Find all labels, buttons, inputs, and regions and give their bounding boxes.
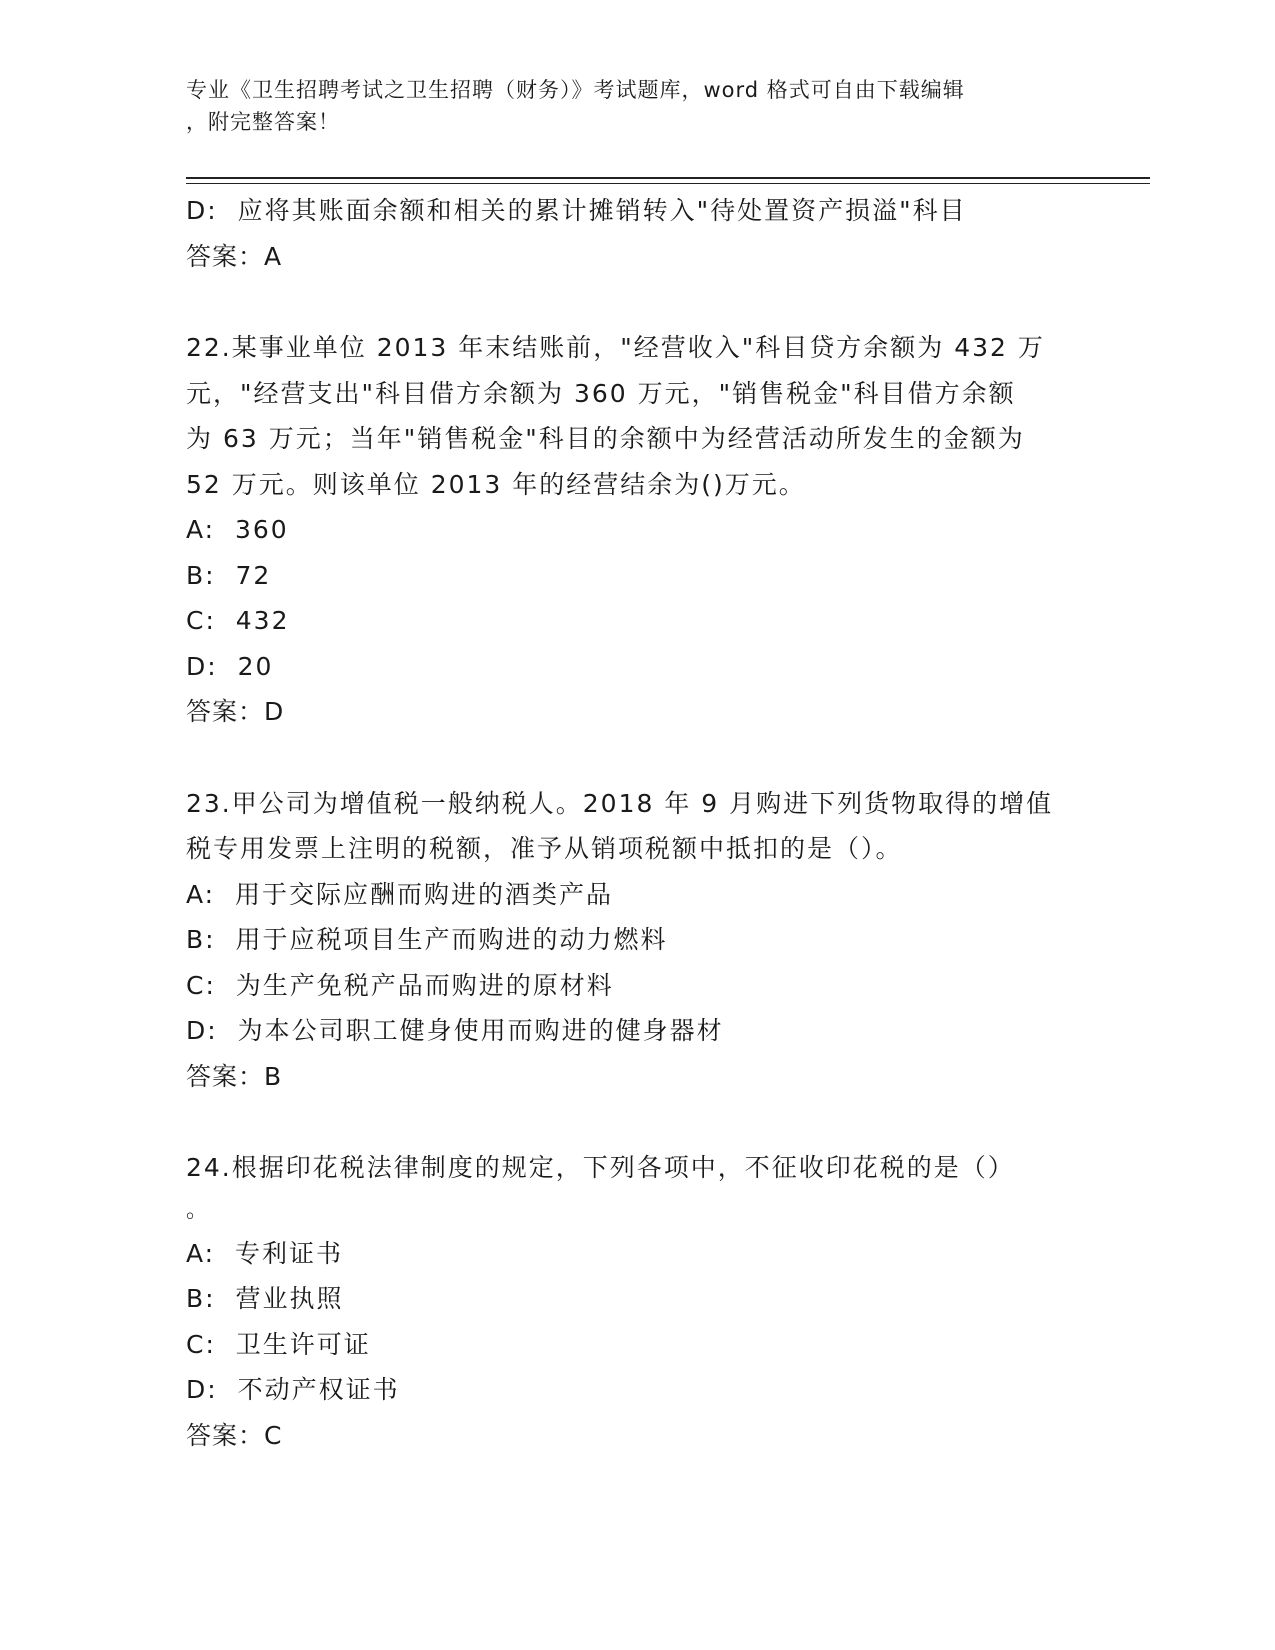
answer-line: 答案：A: [186, 241, 283, 271]
option-c: C: 为生产免税产品而购进的原材料: [186, 970, 614, 1000]
option-a: A: 专利证书: [186, 1238, 343, 1268]
question-text-line: 22.某事业单位 2013 年末结账前，"经营收入"科目贷方余额为 432 万: [186, 333, 1045, 362]
question-text-line: 税专用发票上注明的税额，准予从销项税额中抵扣的是（）。: [186, 834, 903, 863]
option-b: B: 用于应税项目生产而购进的动力燃料: [186, 925, 668, 954]
question-22: [186, 325, 1086, 735]
question-24: [186, 1145, 1086, 1458]
option-c: C: 432: [186, 606, 290, 635]
header-line-2: ，附完整答案！: [186, 110, 340, 134]
question-text-line: 。: [186, 1197, 211, 1223]
option-a: A: 用于交际应酬而购进的酒类产品: [186, 879, 613, 909]
question-text-line: 24.根据印花税法律制度的规定，下列各项中，不征收印花税的是（）: [186, 1153, 1015, 1182]
option-d: D: 20: [186, 651, 274, 681]
answer-line: 答案：B: [186, 1061, 283, 1091]
option-a: A: 360: [186, 515, 289, 544]
question-23: [186, 781, 1086, 1100]
question-text-line: 为 63 万元；当年"销售税金"科目的余额中为经营活动所发生的金额为: [186, 424, 1025, 453]
question-list: [186, 188, 1086, 1458]
previous-question-tail: [186, 188, 1086, 279]
question-text-line: 52 万元。则该单位 2013 年的经营结余为()万元。: [186, 469, 806, 499]
option-b: B: 营业执照: [186, 1284, 344, 1313]
option-d: D: 为本公司职工健身使用而购进的健身器材: [186, 1016, 724, 1045]
option-c: C: 卫生许可证: [186, 1329, 371, 1359]
header-line-1: 专业《卫生招聘考试之卫生招聘（财务）》考试题库，word 格式可自由下载编辑: [186, 78, 965, 102]
question-text-line: 23.甲公司为增值税一般纳税人。2018 年 9 月购进下列货物取得的增值: [186, 788, 1054, 818]
question-text-line: 元，"经营支出"科目借方余额为 360 万元，"销售税金"科目借方余额: [186, 378, 1016, 408]
header-rule-thick: [186, 177, 1150, 179]
answer-line: 答案：C: [186, 1420, 283, 1450]
option-d: D: 应将其账面余额和相关的累计摊销转入"待处置资产损溢"科目: [186, 196, 967, 225]
option-d: D: 不动产权证书: [186, 1375, 400, 1404]
option-b: B: 72: [186, 560, 272, 590]
document-header: [186, 74, 1066, 138]
answer-line: 答案：D: [186, 697, 285, 726]
header-rule-thin: [186, 183, 1150, 184]
